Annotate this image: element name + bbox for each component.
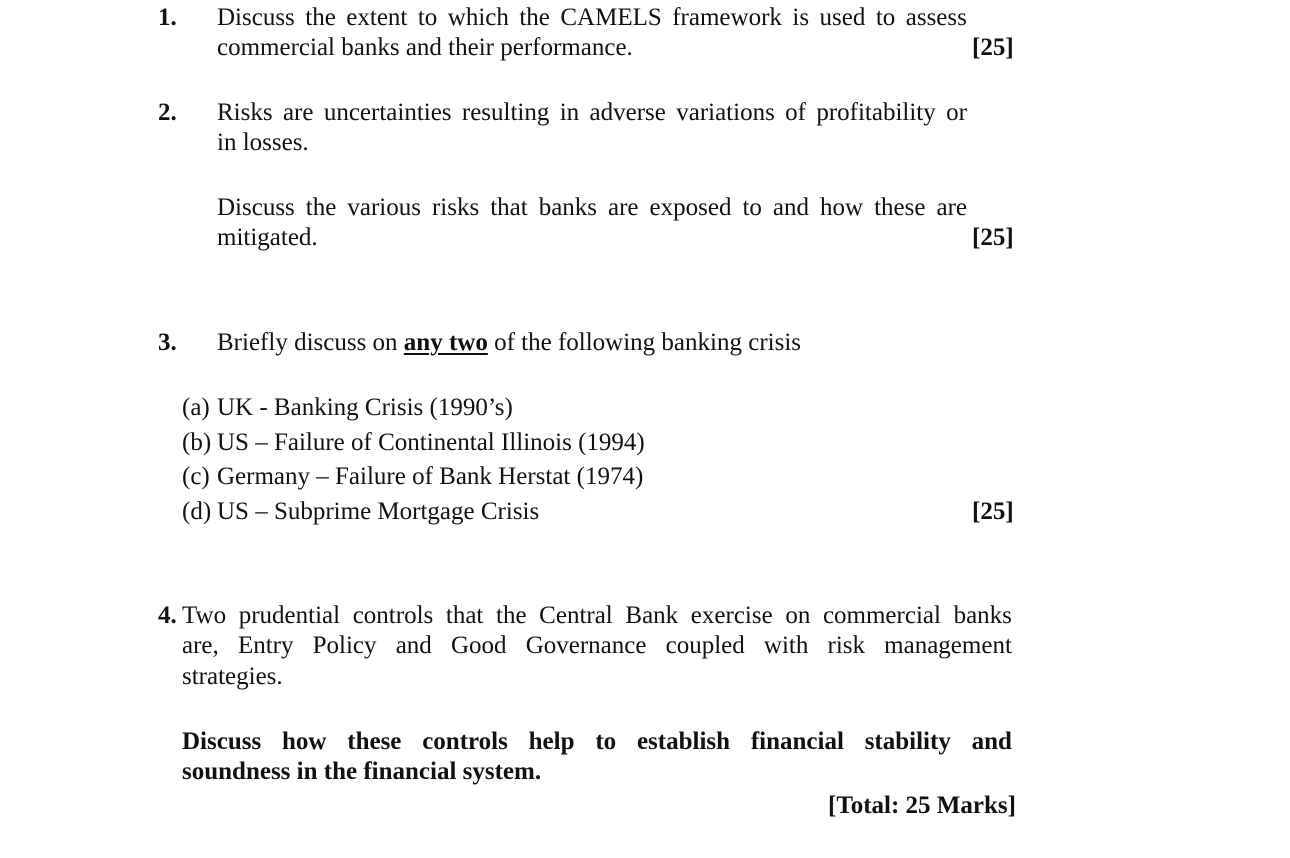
word: which (447, 4, 509, 31)
word: these (347, 728, 402, 755)
word: and (772, 194, 810, 221)
word: are (936, 194, 967, 221)
word: are, (182, 632, 219, 659)
word: CAMELS (560, 4, 662, 31)
question-2-line-3 (217, 193, 967, 223)
question-4-line-2 (182, 631, 1012, 661)
question-2-line-1 (217, 98, 967, 128)
word: how (820, 194, 864, 221)
question-1-number: 1. (158, 4, 177, 31)
word: assess (905, 4, 967, 31)
word: used (819, 4, 866, 31)
word: exercise (690, 602, 773, 629)
question-1-line-2: commercial banks and their performance. (217, 34, 633, 61)
question-2-marks: [25] (972, 224, 1014, 251)
word: Good (450, 632, 507, 659)
question-4-total-marks: [Total: 25 Marks] (828, 792, 1016, 819)
word: risk (827, 632, 866, 659)
word: adverse (589, 99, 666, 126)
word: extent (346, 4, 408, 31)
word: and (971, 728, 1012, 755)
word: these (874, 194, 926, 221)
word: Discuss (182, 728, 262, 755)
word: is (792, 4, 810, 31)
word: on (785, 602, 811, 629)
word: that (490, 194, 528, 221)
question-3-intro-after: of the following banking crisis (487, 329, 801, 356)
word: Discuss (217, 194, 295, 221)
question-4-bold-line-1 (182, 727, 1012, 757)
word: Two (182, 602, 227, 629)
word: Central (539, 602, 613, 629)
word: Entry (237, 632, 294, 659)
question-3-item-c-text: Germany – Failure of Bank Herstat (1974) (217, 463, 644, 490)
word: variations (676, 99, 775, 126)
word: how (281, 728, 327, 755)
word: to (417, 4, 438, 31)
question-4-line-1 (182, 601, 1012, 631)
word: framework (672, 4, 782, 31)
word: and (395, 632, 432, 659)
question-2-line-4: mitigated. (217, 224, 318, 251)
word: are (608, 194, 639, 221)
word: uncertainties (323, 99, 452, 126)
word: profitability (816, 99, 936, 126)
question-2-number: 2. (158, 99, 177, 126)
word: stability (864, 728, 951, 755)
word: financial (750, 728, 844, 755)
word: the (305, 194, 337, 221)
word: to (742, 194, 762, 221)
word: commercial (822, 602, 941, 629)
word: banks (953, 602, 1012, 629)
question-1-marks: [25] (972, 34, 1014, 61)
question-3-item-b-label: (b) (182, 429, 212, 456)
word: prudential (238, 602, 341, 629)
word: are (282, 99, 314, 126)
question-4-number: 4. (158, 602, 177, 629)
word: Risks (217, 99, 273, 126)
word: exposed (649, 194, 732, 221)
word: the (305, 4, 336, 31)
word: coupled (665, 632, 745, 659)
word: Governance (525, 632, 647, 659)
word: in (559, 99, 580, 126)
question-1-line-1 (217, 3, 967, 33)
word: with (763, 632, 809, 659)
question-3-item-b-text: US – Failure of Continental Illinois (1994) (217, 429, 645, 456)
word: Bank (625, 602, 679, 629)
word: or (946, 99, 967, 126)
word: that (445, 602, 484, 629)
word: Policy (312, 632, 377, 659)
word: the (496, 602, 527, 629)
word: to (875, 4, 896, 31)
question-4-line-3: strategies. (182, 663, 283, 690)
question-3-marks: [25] (972, 498, 1014, 525)
word: help (528, 728, 575, 755)
word: resulting (461, 99, 550, 126)
question-3-intro-emphasis: any two (403, 329, 488, 356)
word: of (785, 99, 806, 126)
question-3-item-d-label: (d) (182, 498, 212, 525)
word: various (347, 194, 421, 221)
word: the (519, 4, 550, 31)
question-3-item-a-text: UK - Banking Crisis (1990’s) (217, 394, 513, 421)
word: Discuss (217, 4, 295, 31)
word: establish (636, 728, 731, 755)
question-3-intro-before: Briefly discuss on (217, 329, 404, 356)
word: to (595, 728, 617, 755)
question-3-intro (217, 328, 801, 358)
word: risks (431, 194, 480, 221)
word: management (884, 632, 1012, 659)
word: banks (538, 194, 598, 221)
question-4-bold-line-2: soundness in the financial system. (182, 758, 542, 785)
question-3-item-a-label: (a) (182, 394, 210, 421)
question-2-line-2: in losses. (217, 129, 309, 156)
question-3-number: 3. (158, 329, 177, 356)
question-3-item-c-label: (c) (182, 463, 210, 490)
question-3-item-d-text: US – Subprime Mortgage Crisis (217, 498, 540, 525)
word: controls (352, 602, 434, 629)
word: controls (422, 728, 508, 755)
